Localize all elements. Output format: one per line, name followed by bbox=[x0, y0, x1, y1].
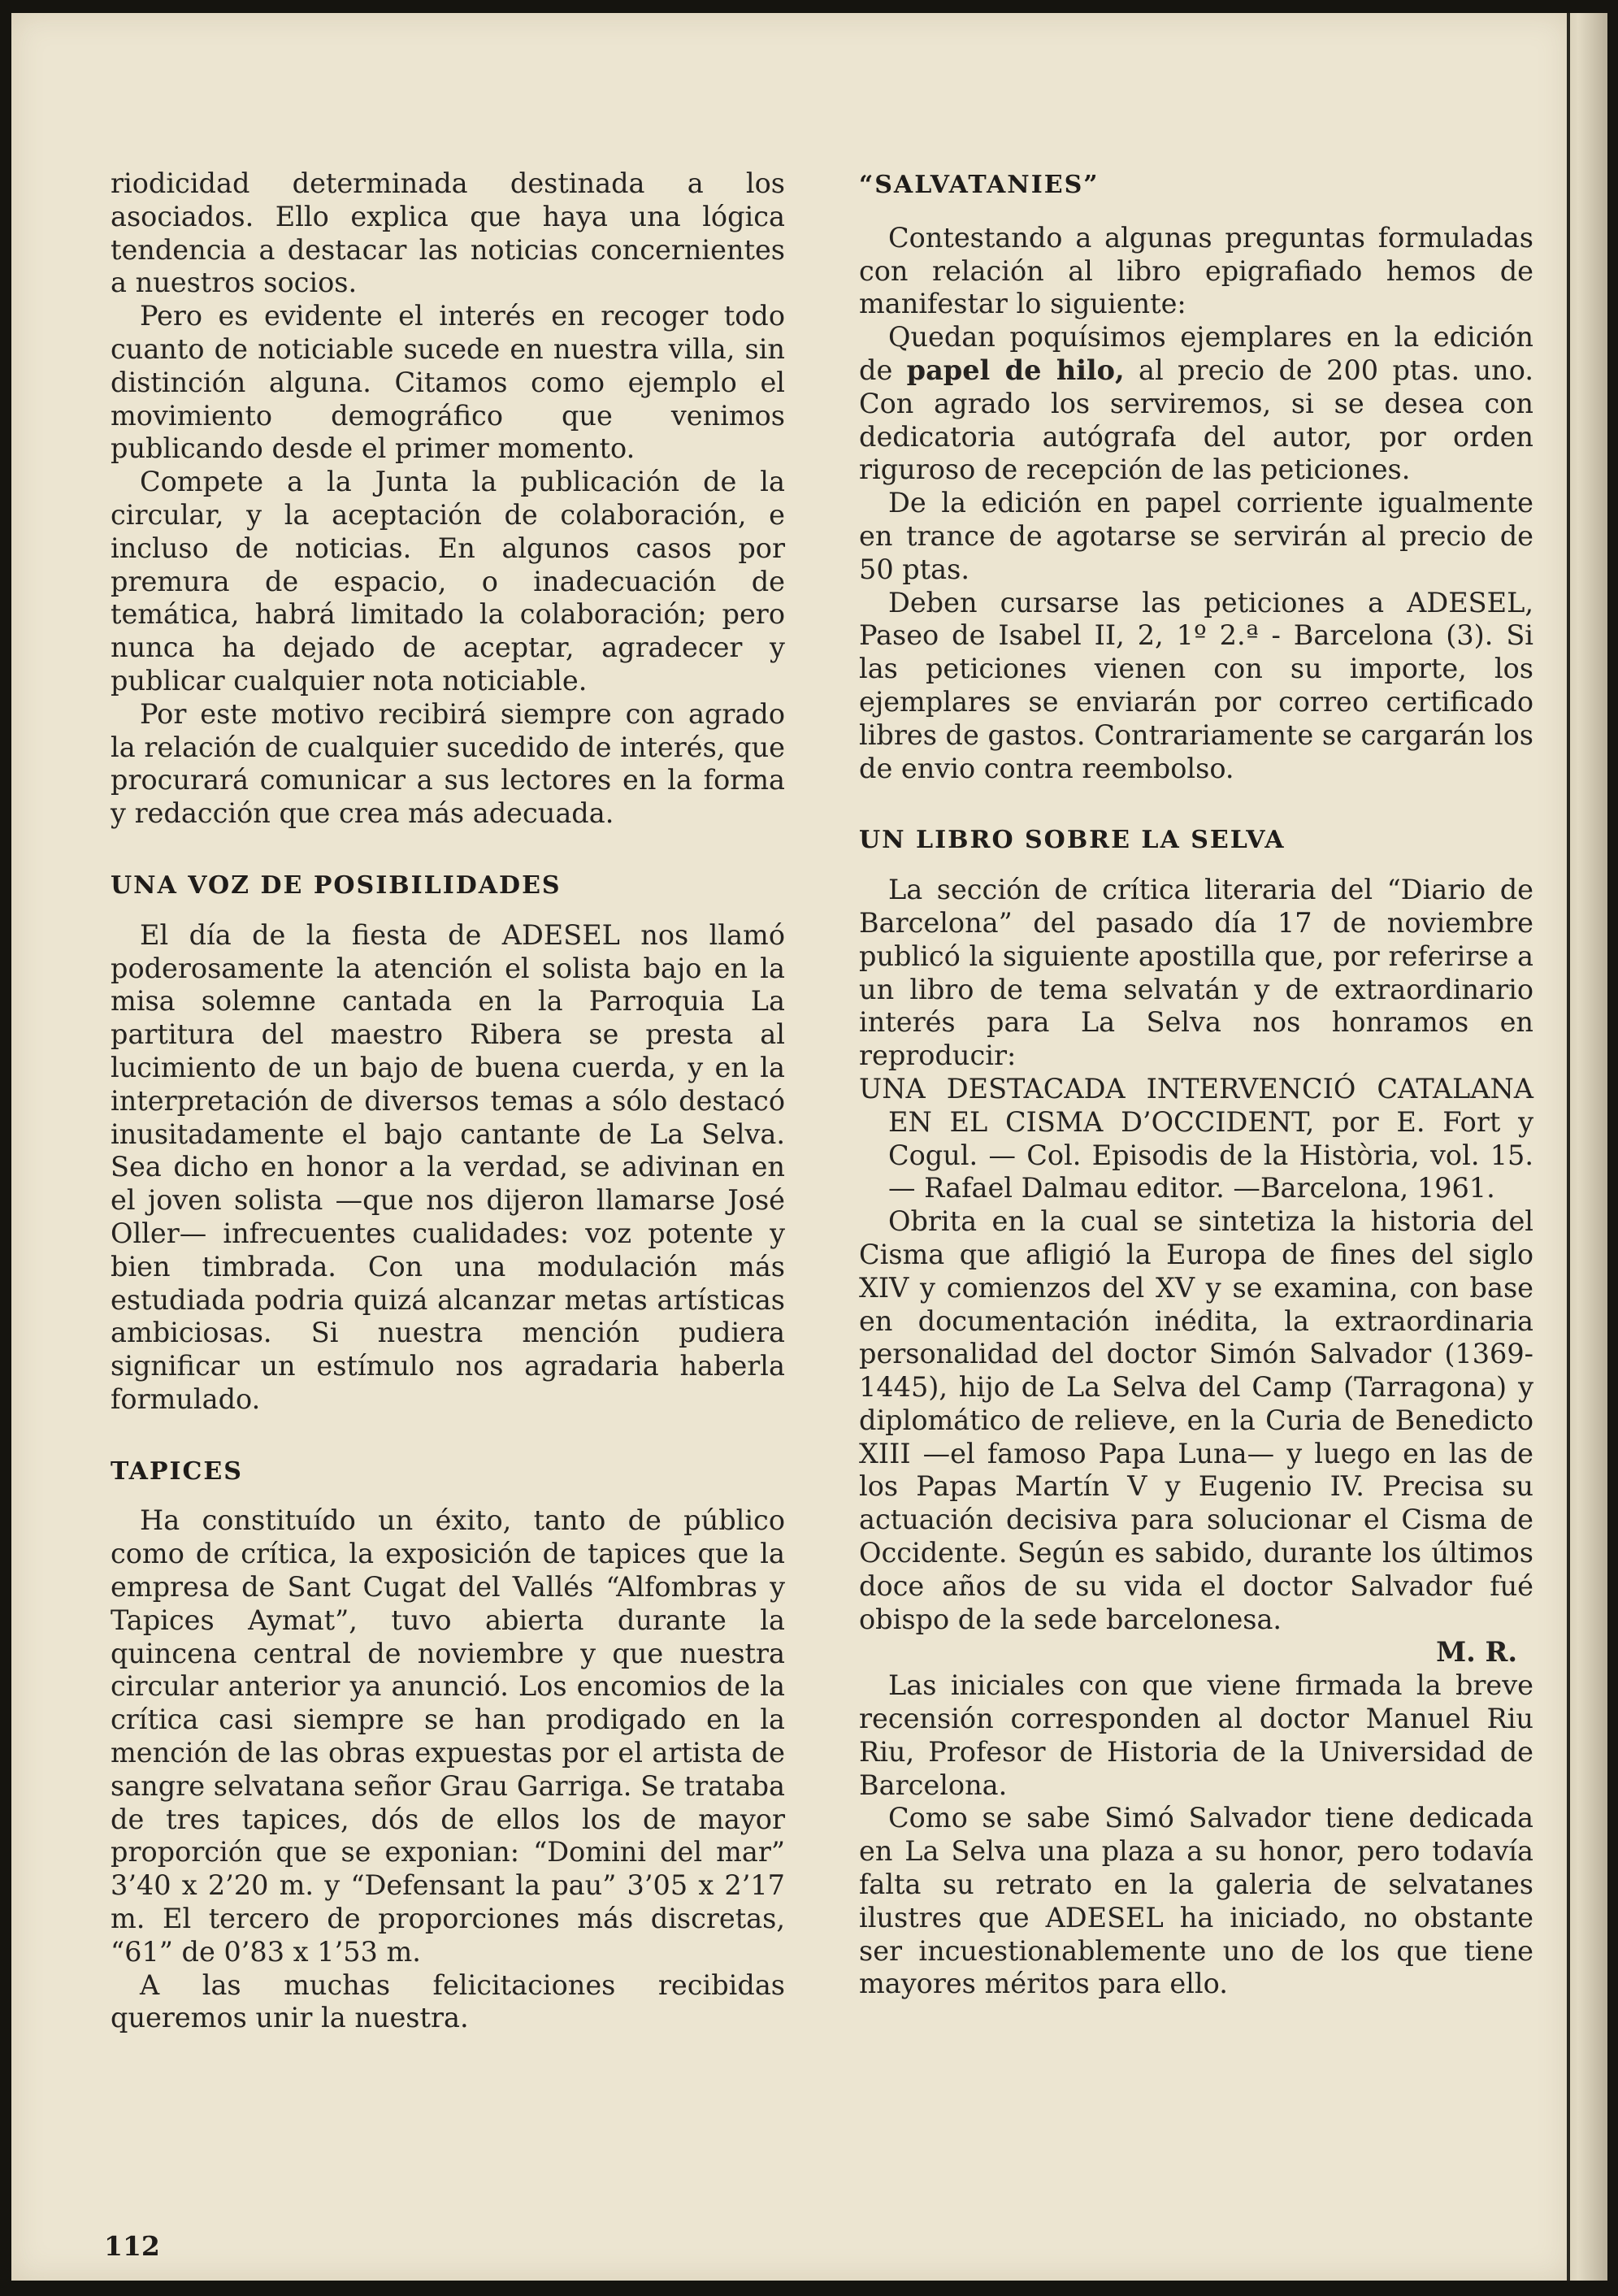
libro-p4: Como se sabe Simó Salvador tiene dedicada en La Selva una plaza a su honor, pero todavía falta su retrato en la galeria de selvatanes ilustres que ADESEL ha iniciado, no obstante ser incuestionablemente uno de los que tiene mayores méritos para ello. bbox=[859, 1802, 1533, 2000]
tapices-closing: A las muchas felicitaciones recibidas queremos unir la nuestra. bbox=[111, 1968, 785, 2034]
intro-paragraph-3: Compete a la Junta la publicación de la circular, y la aceptación de colaboración, e incluso de noticias. En algunos casos por premura de espacio, o inadecuación de temática, habrá limitado la colaboración; pero nunca ha dejado de aceptar, agradecer y publicar cualquier nota noticiable. bbox=[111, 466, 785, 697]
heading-tapices: TAPICES bbox=[111, 1456, 243, 1486]
libro-p2: Obrita en la cual se sintetiza la historia del Cisma que afligió la Europa de fines del siglo XIV y comienzos del XV y se examina, con base en documentación inédita, la extraordinaria personalidad del doctor Simón Salvador (1369-1445), hijo de La Selva del Camp (Tarragona) y diplomático de relieve, en la Curia de Benedicto XIII —el famoso Papa Luna— y luego en las de los Papas Martín V y Eugenio IV. Precisa su actuación decisiva para solucionar el Cisma de Occidente. Según es sabido, durante los últimos doce años de su vida el doctor Salvador fué obispo de la sede barcelonesa. bbox=[859, 1205, 1533, 1635]
page-number: 112 bbox=[104, 2230, 160, 2262]
libro-p3: Las iniciales con que viene firmada la breve recensión corresponden al doctor Manuel Riu Riu, Profesor de Historia de la Universidad de Barcelona. bbox=[859, 1669, 1533, 1801]
papel-de-hilo-emphasis: papel de hilo, bbox=[906, 354, 1125, 386]
salvatanies-p2 bbox=[859, 321, 1533, 487]
heading-una-voz: UNA VOZ DE POSIBILIDADES bbox=[111, 870, 562, 900]
page-edge-shadow bbox=[1567, 13, 1570, 2281]
tapices-body: Ha constituído un éxito, tanto de público como de crítica, la exposición de tapices que la empresa de Sant Cugat del Vallés “Alfombras y Tapices Aymat”, tuvo abierta durante la quincena central de noviembre y que nuestra circular anterior ya anunció. Los encomios de la crítica casi siempre se han prodigado en la mención de las obras expuestas por el artista de sangre selvatana señor Grau Garriga. Se trataba de tres tapices, dós de ellos los de mayor proporción que se exponian: “Domini del mar” 3’40 x 2’20 m. y “Defensant la pau” 3’05 x 2’17 m. El tercero de proporciones más discretas, “61” de 0’83 x 1’53 m. bbox=[111, 1504, 785, 1968]
heading-libro-selva: UN LIBRO SOBRE LA SELVA bbox=[859, 826, 1286, 855]
heading-salvatanies: “SALVATANIES” bbox=[859, 171, 1100, 199]
intro-paragraph-4: Por este motivo recibirá siempre con agrado la relación de cualquier sucedido de interés, que procurará comunicar a sus lectores en la forma y redacción que crea más adecuada. bbox=[111, 697, 785, 830]
book-citation: UNA DESTACADA INTERVENCIÓ CATALANA EN EL CISMA D’OCCIDENT, por E. Fort y Cogul. — Col. Episodis de la Història, vol. 15. — Rafael Dalmau editor. —Barcelona, 1961. bbox=[859, 1072, 1533, 1204]
review-signature: M. R. bbox=[1436, 1636, 1517, 1669]
libro-p1: La sección de crítica literaria del “Diario de Barcelona” del pasado día 17 de noviembre publicó la siguiente apostilla que, por referirse a un libro de tema selvatán y de extraordinario interés para La Selva nos honramos en reproducir: bbox=[859, 874, 1533, 1072]
salvatanies-p3: De la edición en papel corriente igualmente en trance de agotarse se servirán al precio de 50 ptas. bbox=[859, 487, 1533, 585]
page-sheet bbox=[11, 13, 1570, 2281]
una-voz-body: El día de la fiesta de ADESEL nos llamó poderosamente la atención el solista bajo en la misa solemne cantada en la Parroquia La partitura del maestro Ribera se presta al lucimiento de un bajo de buena cuerda, y en la interpretación de diversos temas a sólo destacó inusitadamente el bajo cantante de La Selva. Sea dicho en honor a la verdad, se adivinan en el joven solista —que nos dijeron llamarse José Oller— infrecuentes cualidades: voz potente y bien timbrada. Con una modulación más estudiada podria quizá alcanzar metas artísticas ambiciosas. Si nuestra mención pudiera significar un estímulo nos agradaria haberla formulado. bbox=[111, 918, 785, 1415]
intro-paragraph-1: riodicidad determinada destinada a los asociados. Ello explica que haya una lógica tendencia a destacar las noticias concernientes a nuestros socios. bbox=[111, 167, 785, 299]
salvatanies-p1: Contestando a algunas preguntas formuladas con relación al libro epigrafiado hemos de manifestar lo siguiente: bbox=[859, 221, 1533, 320]
salvatanies-p2-start: Quedan poquísimos ejemplares en la edición de bbox=[859, 321, 1533, 386]
left-column bbox=[111, 167, 785, 2035]
salvatanies-p2-end: al precio de 200 ptas. uno. Con agrado los serviremos, si se desea con dedicatoria autógrafa del autor, por orden riguroso de recepción de las peticiones. bbox=[859, 354, 1533, 486]
intro-paragraph-2: Pero es evidente el interés en recoger todo cuanto de noticiable sucede en nuestra villa, sin distinción alguna. Citamos como ejemplo el movimiento demográfico que venimos publicando desde el primer momento. bbox=[111, 300, 785, 465]
salvatanies-p4: Deben cursarse las peticiones a ADESEL, Paseo de Isabel II, 2, 1º 2.ª - Barcelona (3). Si las peticiones vienen con su importe, los ejemplares se enviarán por correo certificado libres de gastos. Contrariamente se cargarán los de envio contra reembolso. bbox=[859, 586, 1533, 784]
right-column bbox=[859, 167, 1533, 2001]
